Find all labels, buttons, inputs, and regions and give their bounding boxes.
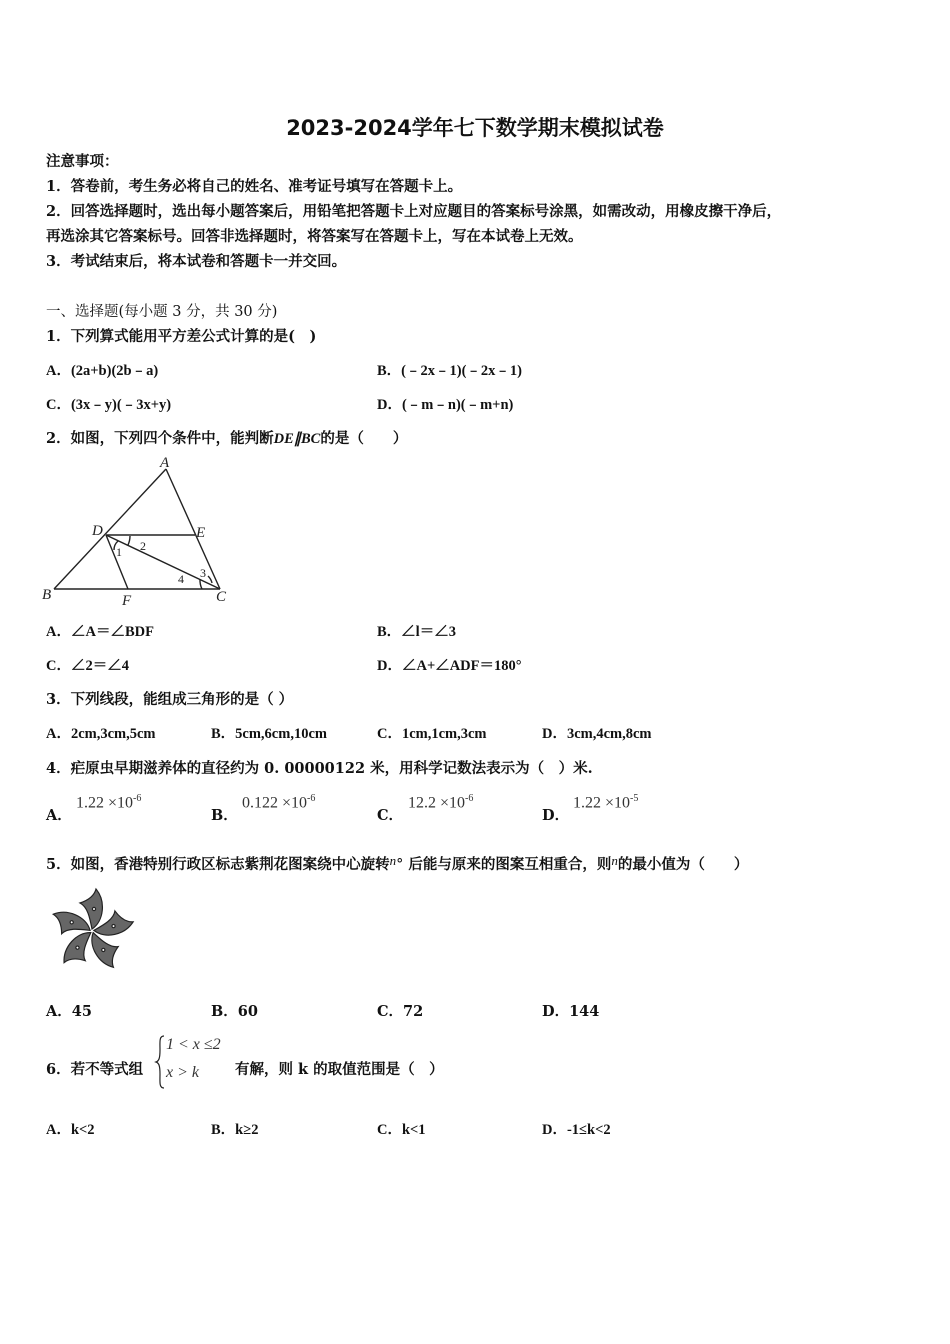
q4-c-exp: -6	[465, 793, 474, 804]
line-ac	[166, 469, 220, 589]
q2-option-b[interactable]	[377, 623, 456, 641]
section-heading: 一、选择题(每小题 3 分，共 30 分)	[46, 304, 278, 320]
petal-dot	[112, 924, 116, 928]
q6-option-c[interactable]: C．k<1	[377, 1122, 426, 1138]
notice-item: 2．回答选择题时，选出每小题答案后，用铅笔把答题卡上对应题目的答案标号涂黑，如需改动，用橡皮擦干净后，	[46, 203, 782, 220]
q6-option-a[interactable]: A．k<2	[46, 1122, 95, 1138]
q6-option-b[interactable]: B．k≥2	[211, 1122, 259, 1138]
line-dc	[106, 535, 220, 589]
notice-item: 3．考试结束后，将本试卷和答题卡一并交回。	[46, 253, 347, 270]
q4-option-b-label: B．	[211, 807, 238, 824]
q4-option-d[interactable]	[542, 807, 569, 825]
q5-deg: °	[396, 857, 404, 873]
q3-option-a[interactable]: A．2cm,3cm,5cm	[46, 726, 156, 742]
q6-option-d[interactable]: D．-1≤k<2	[542, 1122, 611, 1138]
q4-a-base: 1.22 ×10	[76, 794, 134, 812]
label-e: E	[196, 525, 206, 541]
question-5-stem	[46, 852, 748, 874]
angle-label-4: 4	[178, 572, 184, 586]
angle-label-1: 1	[116, 545, 122, 559]
q2-option-a[interactable]	[46, 623, 154, 641]
q4-option-c[interactable]	[377, 807, 403, 825]
q2-stem-post: 的是（ ）	[320, 430, 408, 447]
q1-option-a[interactable]: A．(2a+b)(2b﹣a)	[46, 363, 159, 379]
bauhinia-flower-icon	[46, 885, 138, 977]
q4-option-a-value	[76, 793, 141, 812]
angle-label-2: 2	[140, 539, 146, 553]
q4-option-c-label: C．	[377, 807, 404, 824]
question-4-stem: 4．疟原虫早期滋养体的直径约为 0. 00000122 米，用科学记数法表示为（ ）米.	[46, 760, 593, 777]
q6-line-1: 1 < x ≤2	[166, 1036, 221, 1053]
q1-option-c[interactable]: C．(3x﹣y)(﹣3x+y)	[46, 397, 172, 413]
notice-item: 1．答卷前，考生务必将自己的姓名、准考证号填写在答题卡上。	[46, 178, 463, 195]
question-1-stem: 1．下列算式能用平方差公式计算的是( )	[46, 328, 317, 345]
q4-option-c-value	[408, 793, 473, 812]
q5-option-a[interactable]: A．45	[46, 1003, 92, 1020]
q4-option-a-label: A．	[46, 807, 72, 824]
q4-option-d-value	[573, 793, 638, 812]
q5-option-c[interactable]: C．72	[377, 1003, 424, 1020]
q3-option-b[interactable]: B．5cm,6cm,10cm	[211, 726, 327, 742]
q3-option-d[interactable]: D．3cm,4cm,8cm	[542, 726, 652, 742]
question-2-stem	[46, 430, 407, 448]
q2-option-d[interactable]	[377, 657, 522, 675]
q4-option-a[interactable]	[46, 807, 72, 825]
q2-option-b-text: B．∠l＝∠3	[377, 624, 456, 640]
q4-b-base: 0.122 ×10	[242, 794, 308, 812]
q4-c-base: 12.2 ×10	[408, 794, 466, 812]
label-c: C	[216, 589, 227, 605]
q5-option-d[interactable]: D．144	[542, 1003, 600, 1020]
triangle-figure	[40, 455, 240, 610]
question-6-stem-pre: 6．若不等式组	[46, 1061, 144, 1078]
q4-d-exp: -5	[630, 793, 639, 804]
q5-stem-post: 的最小值为（ ）	[617, 856, 749, 873]
page-title: 2023-2024学年七下数学期末模拟试卷	[286, 116, 664, 140]
q2-option-c[interactable]	[46, 657, 129, 675]
q2-option-c-text: C．∠2＝∠4	[46, 658, 129, 674]
q5-n2: n	[611, 853, 618, 868]
q2-option-d-text: D．∠A+∠ADF＝180°	[377, 658, 522, 674]
q2-option-a-text: A．∠A＝∠BDF	[46, 624, 154, 640]
q5-stem-pre: 5．如图，香港特别行政区标志紫荆花图案绕中心旋转	[46, 856, 390, 873]
notice-item: 再选涂其它答案标号。回答非选择题时，将答案写在答题卡上，写在本试卷上无效。	[46, 228, 583, 245]
q5-n1: n	[389, 853, 397, 868]
q4-b-exp: -6	[307, 793, 316, 804]
angle-label-3: 3	[200, 566, 206, 580]
q4-option-b[interactable]	[211, 807, 238, 825]
q5-stem-mid: 后能与原来的图案互相重合，则	[408, 856, 612, 873]
question-3-stem: 3．下列线段，能组成三角形的是（ ）	[46, 691, 294, 708]
system-brace-icon	[154, 1034, 166, 1090]
q5-option-b[interactable]: B．60	[211, 1003, 258, 1020]
label-a: A	[160, 455, 170, 471]
label-b: B	[42, 587, 52, 603]
q4-d-base: 1.22 ×10	[573, 794, 631, 812]
petal-dot	[70, 920, 74, 924]
angle-2-arc	[128, 536, 130, 545]
q1-option-d[interactable]: D．(﹣m﹣n)(﹣m+n)	[377, 397, 514, 413]
q2-stem-pre: 2．如图，下列四个条件中，能判断	[46, 430, 274, 447]
q2-stem-math: DE∥BC	[273, 431, 321, 447]
q4-option-d-label: D．	[542, 807, 570, 824]
label-d: D	[92, 523, 103, 539]
petal-dot	[92, 907, 95, 910]
notice-heading: 注意事项：	[46, 153, 119, 170]
q3-option-c[interactable]: C．1cm,1cm,3cm	[377, 726, 487, 742]
label-f: F	[122, 593, 132, 609]
question-6-stem-post: 有解，则 k 的取值范围是（ ）	[235, 1061, 444, 1078]
q4-a-exp: -6	[133, 793, 142, 804]
line-ab	[54, 469, 166, 589]
angle-3-arc	[208, 576, 212, 583]
q4-option-b-value	[242, 793, 315, 812]
q6-line-2: x > k	[166, 1064, 199, 1081]
q1-option-b[interactable]: B．(﹣2x﹣1)(﹣2x﹣1)	[377, 363, 522, 379]
